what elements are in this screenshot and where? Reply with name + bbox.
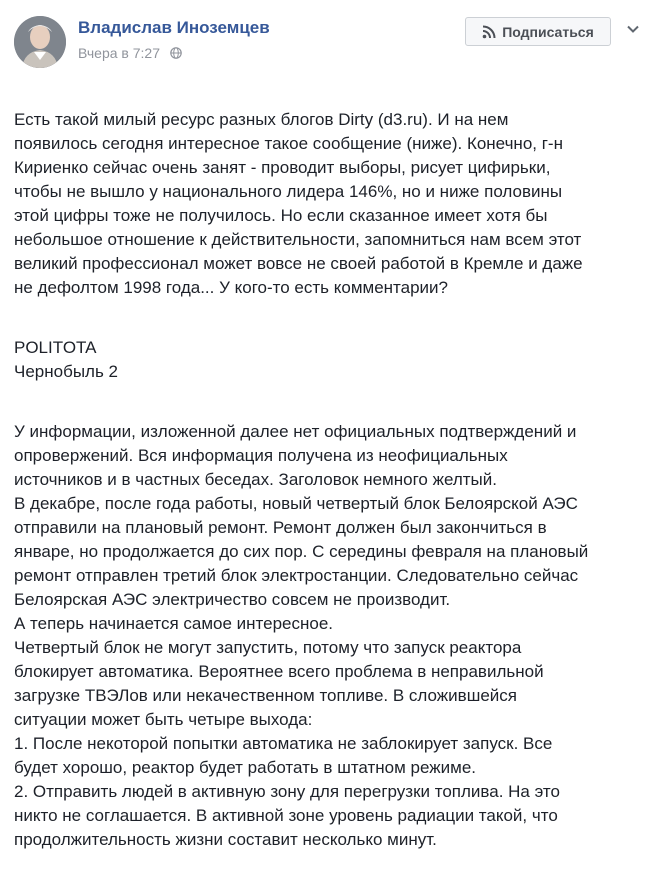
post-body [14,84,644,876]
rss-icon [482,25,496,39]
user-photo-icon [14,16,66,68]
author-name[interactable]: Владислав Иноземцев [78,18,270,37]
globe-icon[interactable] [170,47,182,59]
post-paragraph-intro: Есть такой милый ресурс разных блогов Dirty (d3.ru). И на нем появилось сегодня интересное такое сообщение (ниже). Конечно, г-н Кириенко сейчас очень занят - проводит выборы, рисует цифирьки, чтобы не вышло у национального лидера 146%, но и ниже половины этой цифры тоже не получилось. Но если сказанное имеет хотя бы небольшое отношение к действительности, запомниться нам всем этот великий профессионал может вовсе не своей работой в Кремле и даже не дефолтом 1998 года... У кого-то есть комментарии? [14,110,583,297]
author-avatar[interactable] [14,16,66,68]
post-timestamp[interactable]: Вчера в 7:27 [78,45,160,61]
post-paragraph-source: POLITOTA Чернобыль 2 [14,338,118,381]
subscribe-button[interactable] [465,17,611,46]
subscribe-label: Подписаться [502,23,594,40]
post-paragraph-main: У информации, изложенной далее нет официальных подтверждений и опровержений. Вся информация получена из неофициальных источников и в частных беседах. Заголовок немного желтый. В декабре, после года работы, новый четвертый блок Белоярской АЭС отправили на плановый ремонт. Ремонт должен был закончиться в январе, но продолжается до сих пор. С середины февраля на плановый ремонт отправлен третий блок электростанции. Следовательно сейчас Белоярская АЭС электричество совсем не производит. А теперь начинается самое интересное. Четвертый блок не могут запустить, потому что запуск реактора блокирует автоматика. Вероятнее всего проблема в неправильной загрузке ТВЭЛов или некачественном топливе. В сложившейся ситуации может быть четыре выхода: 1. После некоторой попытки автоматика не заблокирует запуск. Все будет хорошо, реактор будет работать в штатном режиме. 2. Отправить людей в активную зону для перегрузки топлива. На это никто не соглашается. В активной зоне уровень радиации такой, что продолжительность жизни составит несколько минут. [14,422,589,849]
chevron-down-icon[interactable] [626,22,640,36]
post-meta [78,45,182,61]
